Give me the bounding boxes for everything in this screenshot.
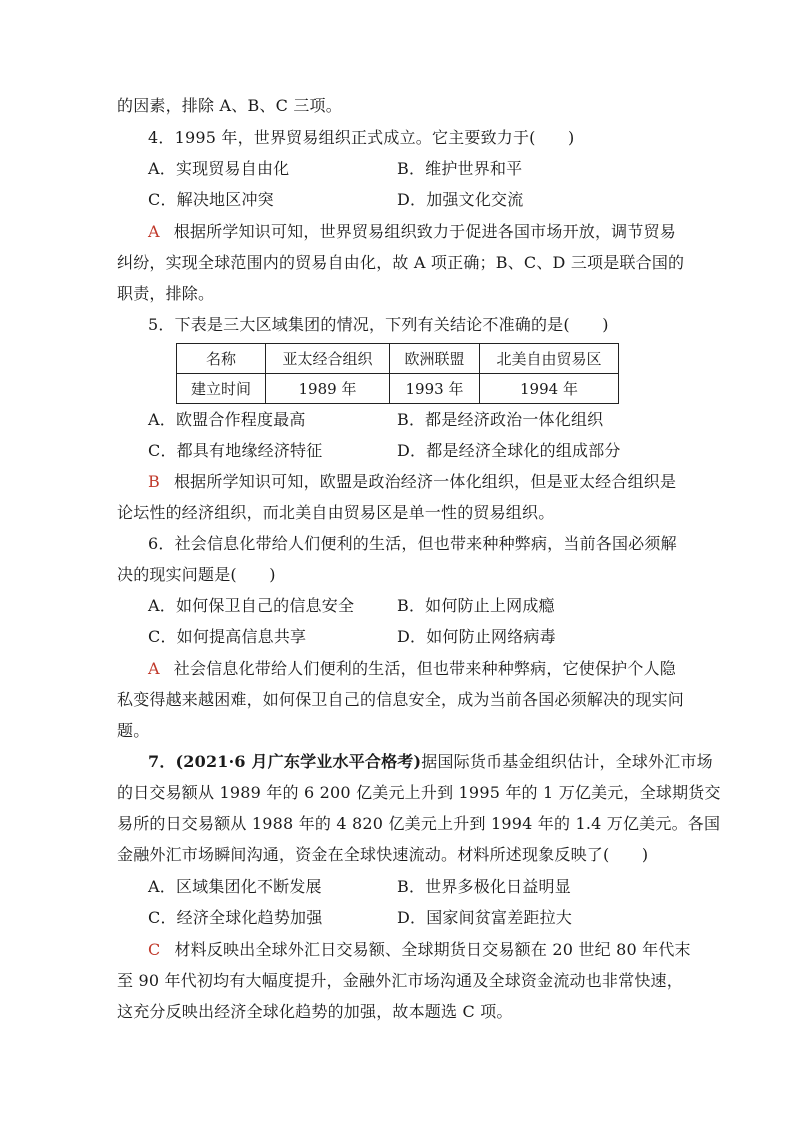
- q7-stem: 金融外汇市场瞬间沟通，资金在全球快速流动。材料所述现象反映了( ): [117, 845, 649, 864]
- q7-option-a: A．区域集团化不断发展: [148, 877, 322, 896]
- q7-option-c: C．经济全球化趋势加强: [148, 908, 323, 927]
- q5-answer-letter: B: [148, 472, 160, 491]
- table-cell: 北美自由贸易区: [480, 344, 619, 374]
- table-cell: 1994 年: [480, 374, 619, 404]
- q4-explanation-line: [148, 222, 676, 242]
- q6-option-d: D．如何防止网络病毒: [397, 627, 556, 646]
- q5-explanation-text: 根据所学知识可知，欧盟是政治经济一体化组织，但是亚太经合组织是: [173, 472, 677, 491]
- paragraph-line: 的因素，排除 A、B、C 三项。: [117, 96, 342, 115]
- table-cell: 欧洲联盟: [390, 344, 480, 374]
- q4-explanation-line: 职责，排除。: [117, 284, 215, 303]
- table-row: [177, 374, 619, 404]
- q7-stem: [148, 752, 713, 772]
- q7-option-d: D．国家间贫富差距拉大: [397, 908, 573, 927]
- q6-explanation-line: 题。: [117, 721, 150, 740]
- q4-option-a: A．实现贸易自由化: [148, 159, 290, 178]
- q6-stem: 6．社会信息化带给人们便利的生活，但也带来种种弊病，当前各国必须解: [148, 534, 677, 553]
- q7-stem-text: 据国际货币基金组织估计，全球外汇市场: [421, 752, 713, 771]
- q7-explanation-line: 至 90 年代初均有大幅度提升，金融外汇市场沟通及全球资金流动也非常快速，: [117, 971, 683, 990]
- table-cell: 1993 年: [390, 374, 480, 404]
- q4-stem: 4．1995 年，世界贸易组织正式成立。它主要致力于( ): [148, 128, 575, 147]
- q5-option-a: A．欧盟合作程度最高: [148, 410, 306, 429]
- q5-option-d: D．都是经济全球化的组成部分: [397, 441, 621, 460]
- q4-explanation-text: 根据所学知识可知，世界贸易组织致力于促进各国市场开放，调节贸易: [173, 222, 676, 241]
- q6-option-b: B．如何防止上网成瘾: [397, 596, 555, 615]
- q5-table: [176, 343, 619, 404]
- table-header-row: [177, 344, 619, 374]
- q4-explanation-line: 纠纷，实现全球范围内的贸易自由化，故 A 项正确；B、C、D 三项是联合国的: [117, 253, 685, 272]
- q7-source: 7．(2021·6 月广东学业水平合格考): [148, 752, 422, 771]
- table-cell: 名称: [177, 344, 266, 374]
- q7-explanation-text: 材料反映出全球外汇日交易额、全球期货日交易额在 20 世纪 80 年代末: [174, 940, 691, 959]
- q4-answer-letter: A: [148, 222, 160, 241]
- table-cell: 亚太经合组织: [266, 344, 390, 374]
- q5-option-c: C．都具有地缘经济特征: [148, 441, 323, 460]
- q7-answer-letter: C: [148, 940, 161, 959]
- q6-explanation-line: [148, 659, 676, 679]
- q7-explanation-line: [148, 940, 691, 960]
- q6-answer-letter: A: [148, 659, 160, 678]
- q7-stem: 的日交易额从 1989 年的 6 200 亿美元上升到 1995 年的 1 万亿美元，全球期货交: [117, 783, 721, 802]
- q7-explanation-line: 这充分反映出经济全球化趋势的加强，故本题选 C 项。: [117, 1002, 513, 1021]
- q6-explanation-text: 社会信息化带给人们便利的生活，但也带来种种弊病，它使保护个人隐: [173, 659, 676, 678]
- q4-option-b: B．维护世界和平: [397, 159, 523, 178]
- q5-explanation-line: [148, 472, 676, 492]
- q5-option-b: B．都是经济政治一体化组织: [397, 410, 604, 429]
- table-cell: 建立时间: [177, 374, 266, 404]
- q7-stem: 易所的日交易额从 1988 年的 4 820 亿美元上升到 1994 年的 1.4 万亿美元。各国: [117, 814, 721, 833]
- q5-stem: 5．下表是三大区域集团的情况，下列有关结论不准确的是( ): [148, 315, 609, 334]
- q6-explanation-line: 私变得越来越困难，如何保卫自己的信息安全，成为当前各国必须解决的现实问: [117, 690, 685, 709]
- q6-option-c: C．如何提高信息共享: [148, 627, 307, 646]
- q6-stem: 决的现实问题是( ): [117, 565, 276, 584]
- q7-option-b: B．世界多极化日益明显: [397, 877, 571, 896]
- table-cell: 1989 年: [266, 374, 390, 404]
- q6-option-a: A．如何保卫自己的信息安全: [148, 596, 355, 615]
- q5-explanation-line: 论坛性的经济组织，而北美自由贸易区是单一性的贸易组织。: [117, 503, 555, 522]
- q4-option-d: D．加强文化交流: [397, 190, 524, 209]
- q4-option-c: C．解决地区冲突: [148, 190, 274, 209]
